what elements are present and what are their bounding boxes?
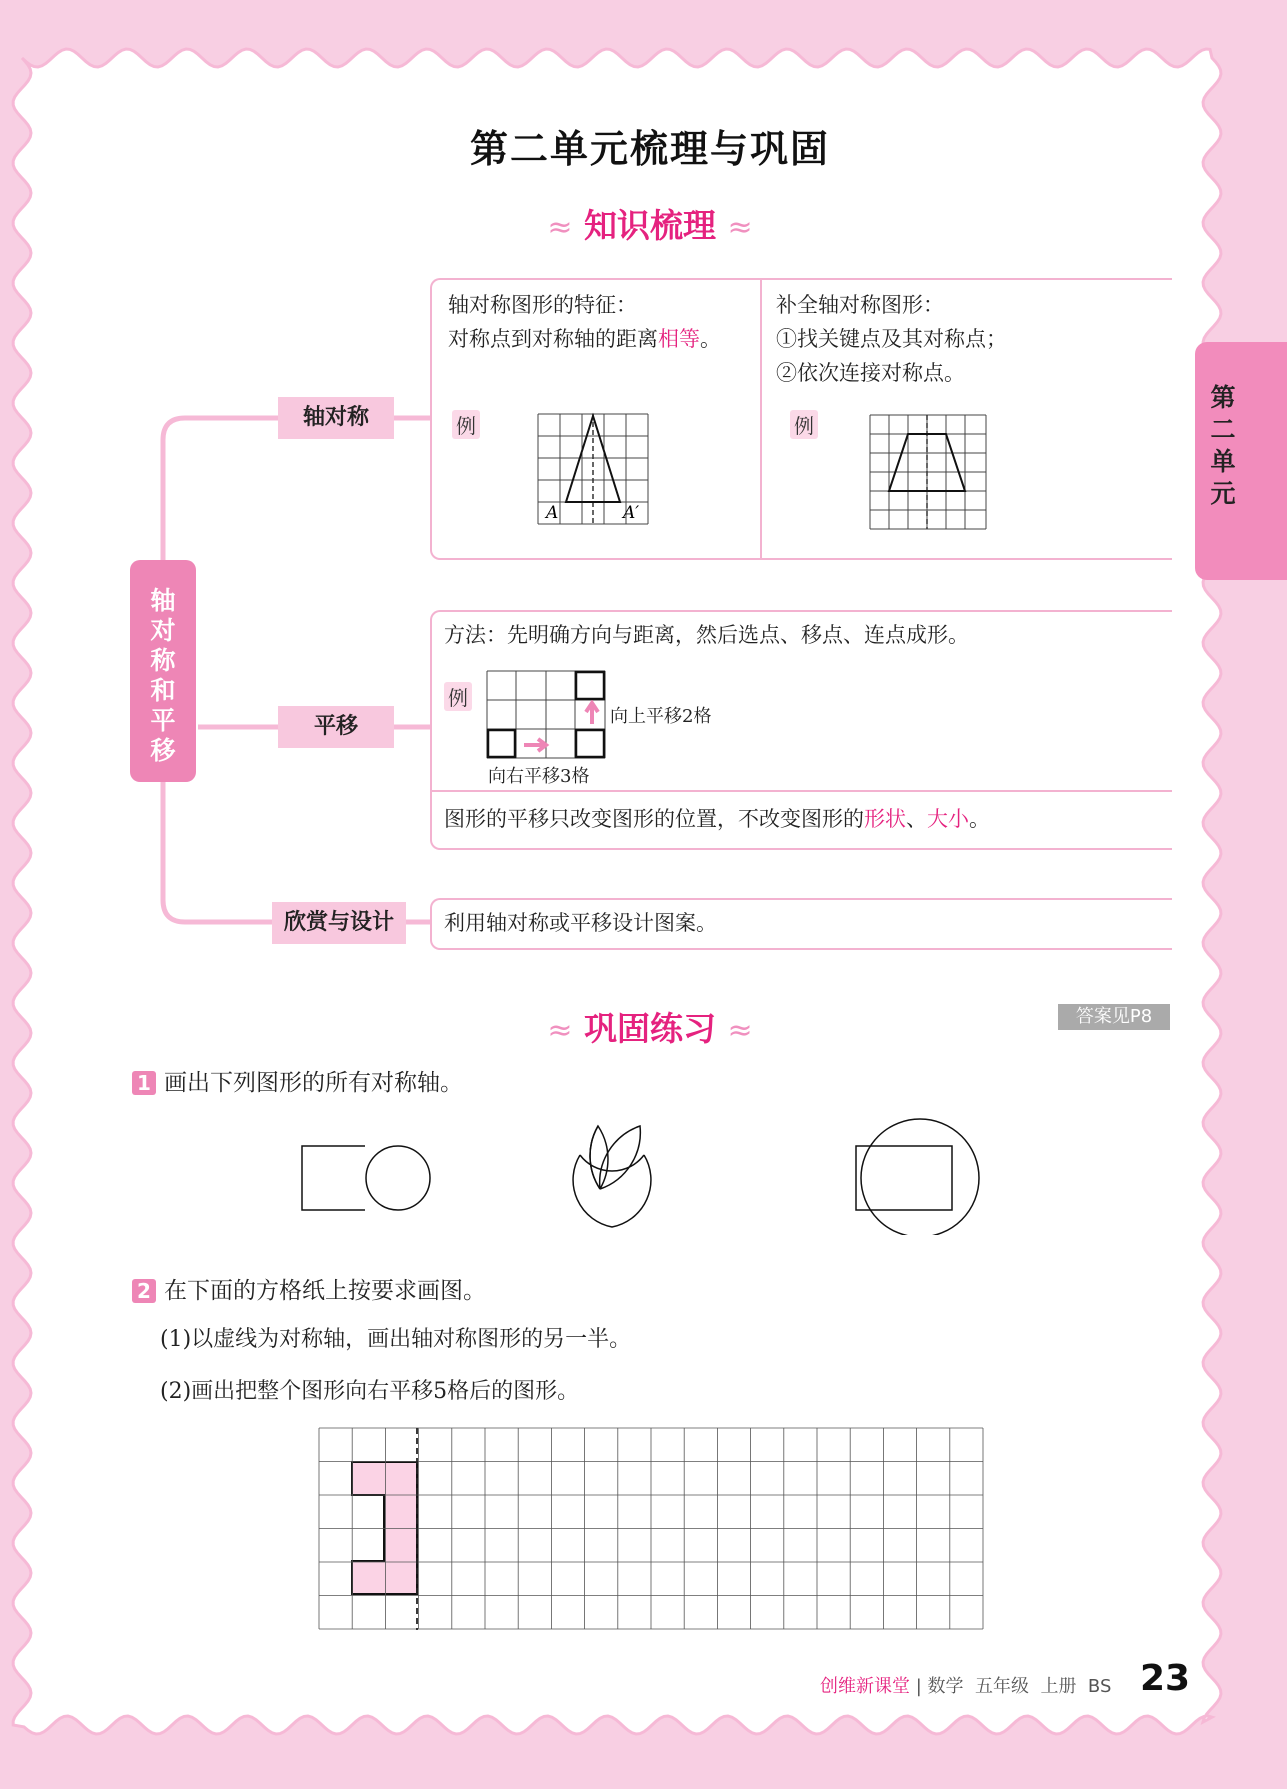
highlight-text: 相等	[658, 327, 700, 351]
footer-brand: 创维新课堂	[820, 1676, 910, 1697]
wave-decoration-icon: ≈	[547, 210, 573, 245]
unit-side-tab-label: 第二单元	[1210, 383, 1236, 508]
translation-method: 方法：先明确方向与距离，然后选点、移点、连点成形。	[444, 623, 969, 647]
divider	[432, 790, 1172, 792]
knowledge-heading-text: 知识梳理	[584, 206, 716, 245]
symmetry-feature	[448, 288, 721, 356]
symmetry-complete-title: 补全轴对称图形：	[776, 293, 944, 317]
divider	[760, 280, 762, 558]
design-text: 利用轴对称或平移设计图案。	[444, 911, 717, 935]
right-translate-label: 向右平移3格	[488, 766, 590, 787]
question-2-text: 在下面的方格纸上按要求画图。	[164, 1278, 486, 1304]
footer: 创维新课堂 | 数学 五年级 上册 BS	[820, 1676, 1112, 1697]
practice-heading	[540, 1003, 760, 1050]
question-2	[132, 1272, 486, 1305]
point-label-a-prime: A′	[623, 503, 640, 523]
page-title: 第二单元梳理与巩固	[469, 127, 830, 171]
answer-reference: 答案见P8	[1058, 1004, 1170, 1030]
symmetry-complete-step1: ①找关键点及其对称点；	[776, 327, 1007, 351]
three-petal-figure	[573, 1126, 651, 1227]
branch-translation: 平移	[278, 706, 394, 748]
question-1-text: 画出下列图形的所有对称轴。	[164, 1070, 463, 1096]
q2-sub-2: (2)画出把整个图形向右平移5格后的图形。	[160, 1379, 580, 1404]
practice-heading-text: 巩固练习	[584, 1009, 716, 1048]
example-label: 例	[452, 410, 480, 439]
wave-decoration-icon: ≈	[727, 1013, 753, 1048]
symmetry-feature-title: 轴对称图形的特征：	[448, 293, 637, 317]
point-label-a: A	[546, 503, 559, 523]
wave-decoration-icon: ≈	[727, 210, 753, 245]
branch-design: 欣赏与设计	[272, 902, 406, 944]
q2-sub-1: (1)以虚线为对称轴，画出轴对称图形的另一半。	[160, 1327, 632, 1352]
question-number: 2	[132, 1279, 156, 1303]
symmetry-feature-line: 对称点到对称轴的距离相等。	[448, 327, 721, 351]
root-node-label: 轴对称和平移	[150, 586, 176, 765]
symmetry-box	[430, 278, 1172, 560]
q1-figures	[290, 1115, 1010, 1235]
page-number: 23	[1140, 1658, 1191, 1699]
example-label: 例	[790, 410, 818, 439]
example-label: 例	[444, 682, 472, 711]
wave-decoration-icon: ≈	[547, 1013, 573, 1048]
circle-rectangle-figure	[861, 1119, 979, 1235]
right-arrow-icon	[524, 739, 546, 751]
root-node	[130, 560, 196, 782]
design-box	[430, 898, 1172, 950]
example-trapezoid-grid	[868, 413, 992, 537]
question-number: 1	[132, 1071, 156, 1095]
half-shape	[352, 1462, 417, 1594]
translation-box	[430, 610, 1172, 850]
grid-lines	[319, 1428, 983, 1629]
translation-note: 图形的平移只改变图形的位置，不改变图形的形状、大小。	[444, 807, 990, 831]
rectangle-circle-figure	[302, 1146, 365, 1210]
symmetry-complete	[776, 288, 1007, 390]
example-triangle-grid	[536, 412, 656, 532]
q2-grid[interactable]	[316, 1426, 986, 1632]
symmetry-complete-step2: ②依次连接对称点。	[776, 361, 965, 385]
branch-axis-symmetry: 轴对称	[278, 397, 394, 439]
up-arrow-icon	[582, 700, 602, 726]
question-1	[132, 1064, 463, 1097]
up-translate-label: 向上平移2格	[610, 706, 712, 727]
